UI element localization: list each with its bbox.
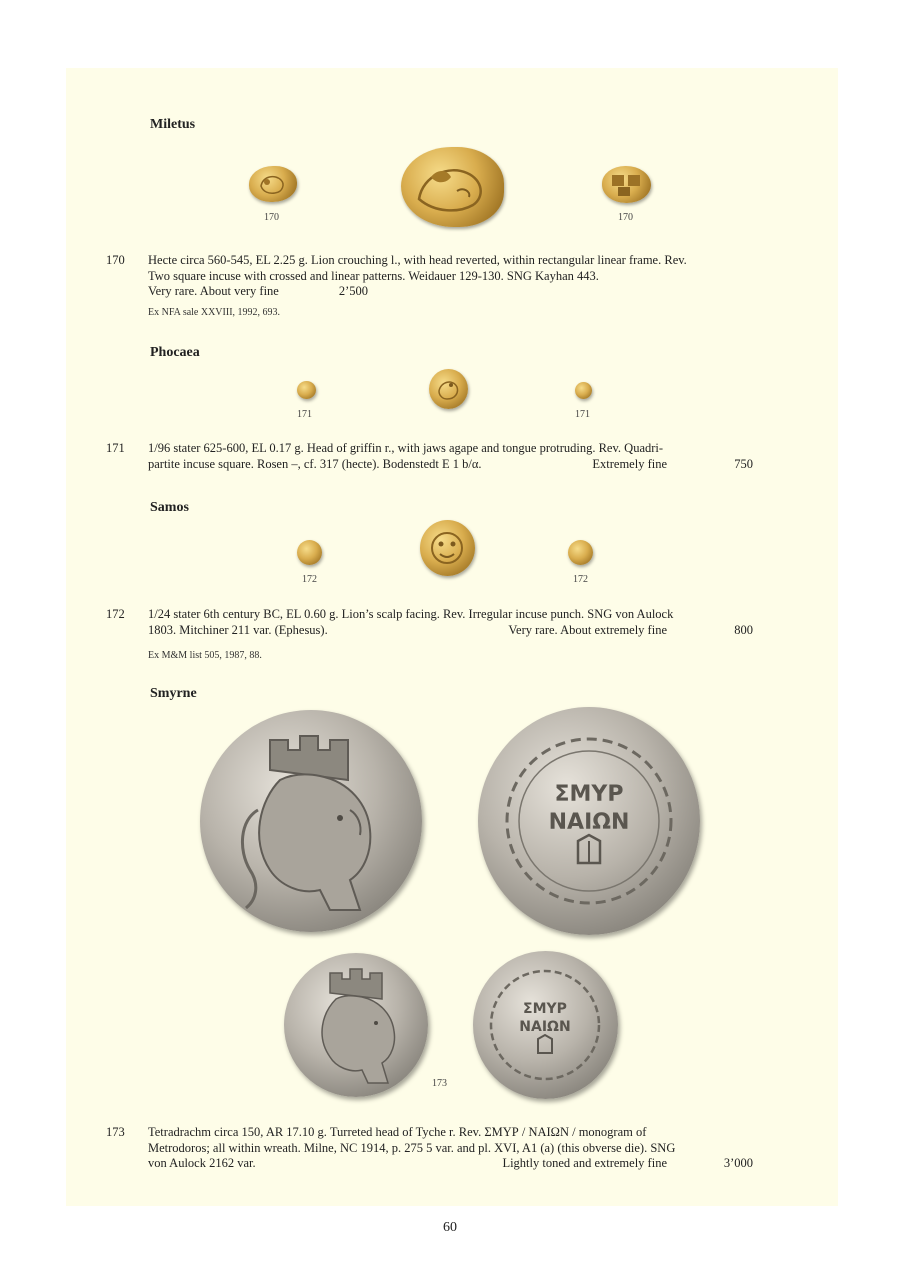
coin-caption: 170 <box>618 212 633 223</box>
lot-price: 750 <box>734 456 753 471</box>
description-grade-line <box>148 623 753 639</box>
lot-price: 2’500 <box>338 284 368 298</box>
lot-description <box>148 607 753 638</box>
lot-number: 170 <box>106 253 125 267</box>
coin-caption: 172 <box>573 574 588 585</box>
grade-price-group <box>502 1156 753 1172</box>
description-line: Metrodoros; all within wreath. Milne, NC 1914, p. 275 5 var. and pl. XVI, A1 (a) (this obverse die). SNG <box>148 1140 676 1155</box>
coin-173-reverse <box>473 951 618 1099</box>
grade-price-group <box>592 457 753 473</box>
page-number: 60 <box>443 1220 457 1235</box>
lot-description <box>148 1125 753 1172</box>
description-line: 1803. Mitchiner 211 var. (Ephesus). <box>148 622 328 637</box>
coin-172-obverse-small <box>297 540 322 565</box>
description-line: Hecte circa 560-545, EL 2.25 g. Lion crouching l., with head reverted, within rectangular linear frame. Rev. <box>148 253 687 267</box>
grade-price-group <box>508 623 753 639</box>
coin-caption: 172 <box>302 574 317 585</box>
lot-description <box>148 441 753 472</box>
description-line: 1/24 stater 6th century BC, EL 0.60 g. Lion’s scalp facing. Rev. Irregular incuse punch. SNG von Aulock <box>148 607 674 621</box>
lot-price: 3’000 <box>723 1156 753 1170</box>
lot-grade: Very rare. About extremely fine <box>508 622 667 637</box>
section-heading-samos: Samos <box>150 500 189 515</box>
reverse-legend-line-1: ΣΜΥΡ <box>523 1001 567 1017</box>
description-line: Two square incuse with crossed and linear patterns. Weidauer 129-130. SNG Kayhan 443. <box>148 268 599 283</box>
description-line: Tetradrachm circa 150, AR 17.10 g. Turreted head of Tyche r. Rev. ΣΜΥΡ / ΝΑΙΩΝ / monogram of <box>148 1125 647 1139</box>
coin-caption: 171 <box>575 409 590 420</box>
lot-description <box>148 253 753 300</box>
section-heading-miletus: Miletus <box>150 117 196 132</box>
reverse-legend-line-1: ΣΜΥΡ <box>554 782 624 807</box>
coin-172-obverse-enlarged <box>420 520 475 576</box>
coin-caption: 173 <box>432 1078 447 1089</box>
coin-171-obverse-enlarged <box>429 369 468 409</box>
description-grade-line <box>148 457 753 473</box>
description-line: von Aulock 2162 var. <box>148 1156 256 1170</box>
reverse-legend-line-2: ΝΑΙΩΝ <box>548 810 630 835</box>
coin-170-reverse <box>602 166 651 203</box>
grade-price-line <box>148 284 753 300</box>
lot-grade: Very rare. About very fine <box>148 284 279 298</box>
coin-171-obverse-small <box>297 381 316 399</box>
coin-172-reverse <box>568 540 593 565</box>
lot-number: 171 <box>106 441 125 455</box>
coin-caption: 170 <box>264 212 279 223</box>
description-line: 1/96 stater 625-600, EL 0.17 g. Head of griffin r., with jaws agape and tongue protruding. Rev. Quadri- <box>148 441 664 455</box>
coin-171-reverse <box>575 382 592 399</box>
description-line: partite incuse square. Rosen –, cf. 317 (hecte). Bodenstedt E 1 b/α. <box>148 456 482 471</box>
coin-173-reverse-enlarged <box>478 707 700 935</box>
lot-grade: Extremely fine <box>592 456 667 471</box>
lot-provenance: Ex NFA sale XXVIII, 1992, 693. <box>148 307 281 318</box>
lot-grade: Lightly toned and extremely fine <box>502 1156 667 1170</box>
coin-173-obverse <box>284 953 428 1097</box>
lot-number: 173 <box>106 1125 125 1139</box>
description-grade-line <box>148 1156 753 1172</box>
lot-provenance: Ex M&M list 505, 1987, 88. <box>148 650 262 661</box>
coin-170-obverse-enlarged <box>401 147 504 227</box>
coin-170-obverse-small <box>249 166 297 202</box>
coin-173-obverse-enlarged <box>200 710 422 932</box>
reverse-legend-line-2: ΝΑΙΩΝ <box>519 1019 571 1035</box>
section-heading-smyrne: Smyrne <box>150 686 197 701</box>
section-heading-phocaea: Phocaea <box>150 345 200 360</box>
lot-price: 800 <box>734 622 753 637</box>
coin-caption: 171 <box>297 409 312 420</box>
lot-number: 172 <box>106 607 125 621</box>
